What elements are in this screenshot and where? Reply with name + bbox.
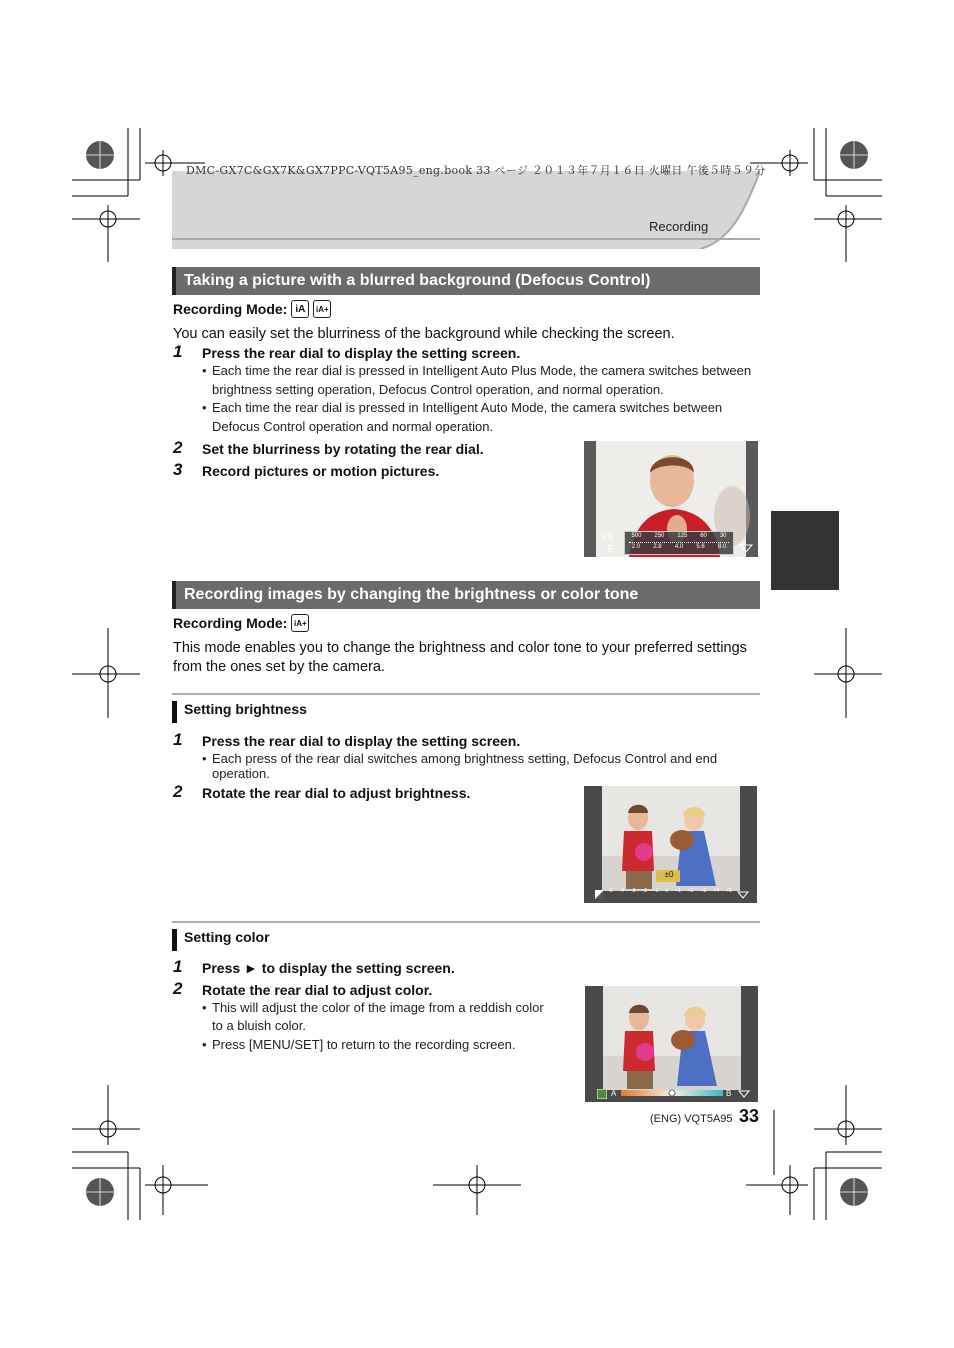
bullet-line: Each time the rear dial is pressed in Intelligent Auto Plus Mode, the camera switches between: [212, 363, 752, 378]
bullet-dot: •: [202, 1000, 207, 1015]
color-photo: [585, 986, 758, 1102]
brightness-scale: [608, 888, 732, 894]
bullet-item: [202, 1036, 572, 1054]
ss-tick-label: 250: [654, 533, 665, 539]
bullet-dot: •: [202, 363, 207, 378]
bullet-line: to a bluish color.: [212, 1018, 306, 1033]
bullet-line: Each time the rear dial is pressed in Intelligent Auto Mode, the camera switches between: [212, 400, 723, 415]
heading-marker: [172, 701, 177, 723]
scale-tick-label: -5: [608, 888, 613, 894]
scale-tick-label: +4: [713, 888, 720, 894]
setting-brightness-heading: [172, 693, 760, 723]
color-label-a: A: [611, 1089, 617, 1098]
print-header: DMC-GX7C&GX7K&GX7PPC-VQT5A95_eng.book 33 ページ ２０１３年７月１６日 火曜日 午後５時５９分: [186, 164, 766, 177]
ss-tick-label: 125: [677, 533, 688, 539]
bullet-dot: •: [202, 1037, 207, 1052]
scale-tick-label: +1: [675, 888, 681, 894]
f-scale-row: [625, 544, 733, 550]
f-label: F: [608, 544, 615, 555]
intelligent-auto-icon: iA: [291, 300, 309, 318]
intelligent-auto-plus-icon: iA+: [313, 300, 331, 318]
bullet-item: [202, 999, 572, 1035]
ss-label: SS: [600, 532, 614, 543]
intro-line: from the ones set by the camera.: [173, 659, 385, 675]
f-tick-label: 2.8: [653, 544, 662, 550]
heading-marker: [172, 929, 177, 951]
recording-mode-label: Recording Mode:: [173, 301, 288, 317]
step-number: 3: [173, 460, 183, 479]
scale-tick-label: 0: [665, 888, 669, 894]
f-tick-label: 4.0: [674, 544, 684, 550]
defocus-recording-mode: [173, 300, 331, 318]
bullet-line: operation.: [212, 766, 270, 781]
defocus-scale: [624, 531, 734, 555]
ss-tick-label: 500: [631, 533, 642, 539]
heading-label: Setting brightness: [184, 701, 307, 717]
chapter-tab: [771, 511, 839, 590]
defocus-section-title: [172, 267, 760, 295]
brightness-value: ±0: [664, 870, 674, 879]
ss-tick-label: 60: [700, 533, 707, 539]
brightness-photo: [584, 786, 757, 903]
step-number: 2: [173, 782, 183, 801]
defocus-intro: You can easily set the blurriness of the background while checking the screen.: [173, 326, 675, 342]
bullet-item: [202, 398, 762, 436]
dial-icon: [737, 891, 749, 899]
step-text: Record pictures or motion pictures.: [202, 463, 440, 479]
bullet-dot: •: [202, 751, 207, 766]
f-tick-label: 5.6: [696, 544, 705, 550]
setting-color-heading: [172, 921, 760, 951]
bullet-dot: •: [202, 400, 207, 415]
brightness-color-title-text: Recording images by changing the brightness or color tone: [184, 586, 639, 603]
step-text: Press the rear dial to display the setting screen.: [202, 733, 521, 749]
defocus-screen-image: [584, 441, 758, 557]
dial-icon: [739, 543, 753, 553]
brightness-color-section-title: [172, 581, 760, 609]
bullet-line: This will adjust the color of the image from a reddish color: [212, 1000, 544, 1015]
scale-tick-label: +3: [700, 888, 707, 894]
dial-icon: [738, 1090, 750, 1098]
scale-tick-label: -1: [653, 888, 659, 894]
bullet-item: [202, 361, 762, 399]
color-mode-icon: [597, 1089, 607, 1099]
step-text: Press the rear dial to display the setting screen.: [202, 345, 521, 361]
step-number: 2: [173, 438, 183, 457]
step-text: Press ► to display the setting screen.: [202, 960, 455, 976]
brightness-screen-image: [584, 786, 757, 903]
brightness-recording-mode: [173, 614, 309, 632]
step-number: 2: [173, 979, 183, 998]
intro-line: This mode enables you to change the brightness and color tone to your preferred settings: [173, 640, 747, 656]
color-screen-image: [585, 986, 758, 1102]
scale-tick-label: -3: [630, 888, 636, 894]
header-band-line: [172, 238, 760, 240]
step-text: Rotate the rear dial to adjust color.: [202, 982, 433, 998]
section-label: Recording: [649, 219, 709, 234]
defocus-title-text: Taking a picture with a blurred background (Defocus Control): [184, 272, 651, 289]
step-number: 1: [173, 342, 183, 361]
page-number: 33: [739, 1106, 760, 1126]
scale-tick-label: -2: [642, 888, 647, 894]
intelligent-auto-plus-icon: iA+: [291, 614, 309, 632]
scale-tick-label: -4: [619, 888, 624, 894]
bullet-line: Each press of the rear dial switches among brightness setting, Defocus Control and end: [212, 751, 718, 766]
exposure-icon: [595, 890, 604, 899]
bullet-line: brightness setting operation, Defocus Control operation, and normal operation.: [212, 382, 664, 397]
heading-label: Setting color: [184, 929, 270, 945]
scale-tick-line: [629, 540, 729, 543]
bullet-line: Defocus Control operation and normal operation.: [212, 419, 494, 434]
scale-tick-label: +2: [687, 888, 694, 894]
f-tick-label: 8.0: [718, 544, 727, 550]
bullet-item: [202, 751, 762, 781]
step-number: 1: [173, 957, 183, 976]
ss-tick-label: 30: [719, 533, 727, 539]
brightness-intro: [173, 639, 763, 677]
ss-scale-row: [625, 533, 733, 539]
page-code: (ENG) VQT5A95: [650, 1113, 733, 1125]
bullet-line: Press [MENU/SET] to return to the recording screen.: [212, 1037, 516, 1052]
step-text: Set the blurriness by rotating the rear dial.: [202, 441, 484, 457]
f-tick-label: 2.0: [631, 544, 640, 550]
color-label-b: B: [726, 1089, 732, 1098]
scale-tick-label: +5: [726, 888, 732, 894]
recording-mode-label: Recording Mode:: [173, 615, 288, 631]
step-text: Rotate the rear dial to adjust brightness.: [202, 785, 471, 801]
step-number: 1: [173, 730, 183, 749]
